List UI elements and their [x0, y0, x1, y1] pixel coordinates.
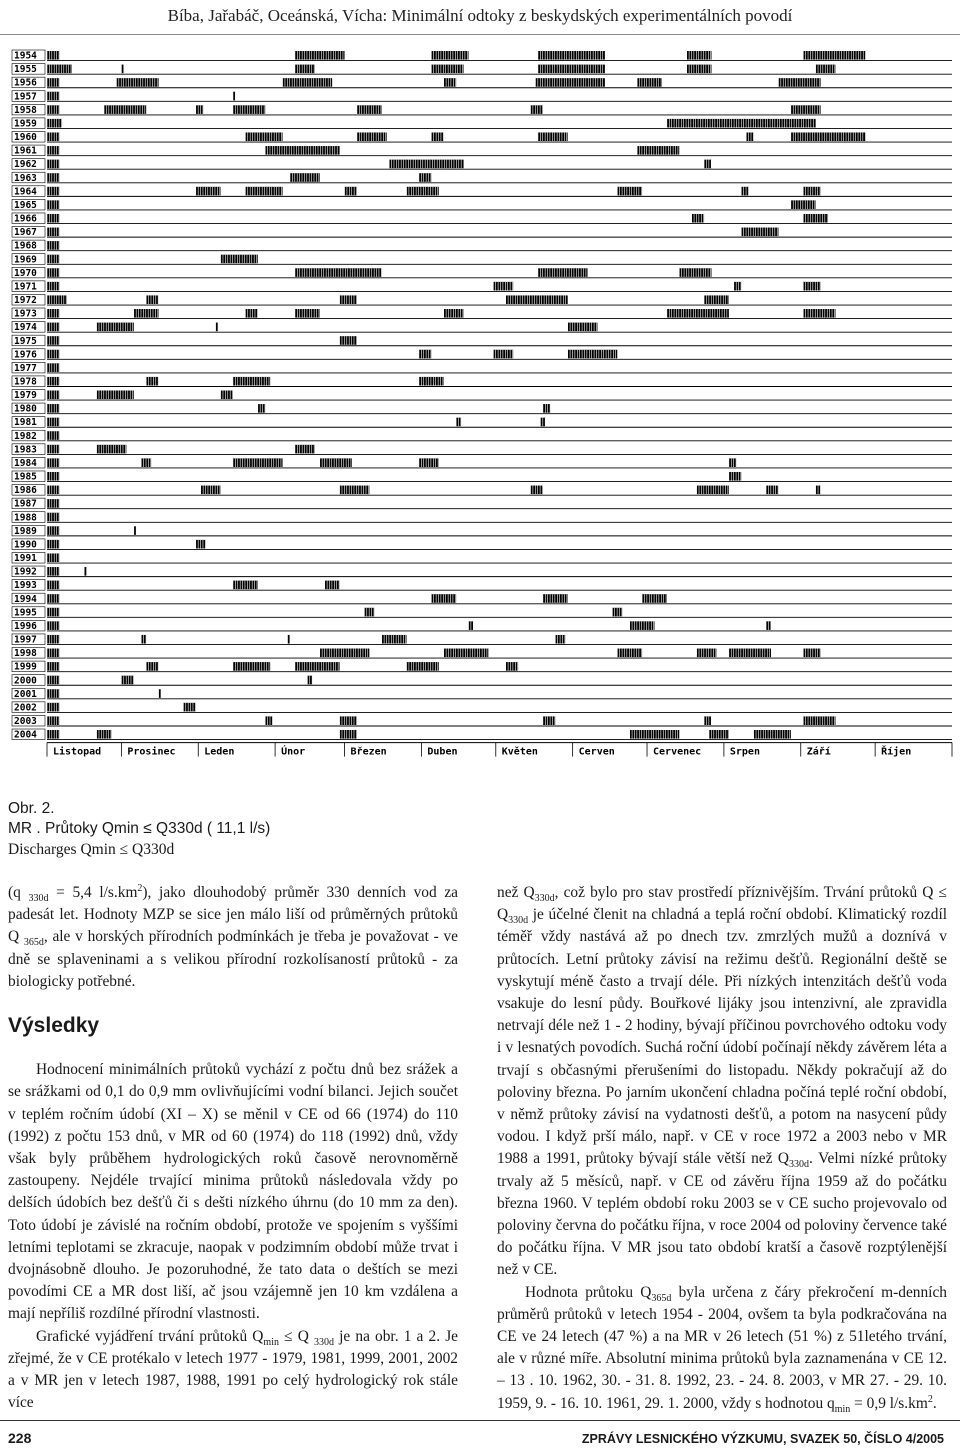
- low-flow-period: [196, 105, 203, 114]
- year-label: 1962: [14, 159, 37, 171]
- low-flow-period: [431, 594, 456, 603]
- year-label: 1978: [14, 376, 37, 388]
- low-flow-period: [221, 391, 233, 400]
- low-flow-period: [444, 649, 489, 658]
- left-paragraph-2: Hodnocení minimálních průtoků vychází z počtu dnů bez srážek a se srážkami od 0,1 do 0,9 mm ovlivňujícími vodní bilanci. Jejich součet v teplém ročním údobí (XI – X) se měnil v CE od 66 (1974) do 110 (1992) z počtu 153 dnů, v MR od 60 (1974) do 118 (1992) dnů, vždy však byly průběhem hydrologických roků časově nerovnoměrně zastoupeny. Nejdéle trvající minima průtoků následovala vždy po delších údobích bez dešťů či s dešti nízkého úhrnu (do 10 mm za den). Toto údobí je závislé na ročním období, protože ve spojením s vyššími letními teplotami se zkracuje, naopak v podzimním období může trvat i dvojnásobně dlouho. Je pozoruhodné, že tato data o deštích se mezi povodími CE a MR dost liší, ač jsou vzájemně jen 10 km vzdálena a mají nepříliš rozdílné přírodní vlastnosti.: [8, 1061, 458, 1323]
- low-flow-period: [233, 581, 258, 590]
- low-flow-period: [687, 51, 712, 60]
- low-flow-period: [729, 472, 741, 481]
- low-flow-period: [357, 132, 387, 141]
- year-label: 1980: [14, 403, 37, 415]
- low-flow-period: [568, 323, 598, 332]
- low-flow-period: [419, 377, 444, 386]
- low-flow-period: [47, 350, 59, 359]
- low-flow-period: [97, 323, 134, 332]
- year-label: 1987: [14, 498, 37, 510]
- year-label: 1973: [14, 308, 37, 320]
- low-flow-period: [506, 662, 518, 671]
- low-flow-period: [47, 214, 59, 223]
- low-flow-period: [134, 309, 159, 318]
- year-label: 1972: [14, 295, 37, 307]
- month-label: Únor: [281, 746, 306, 758]
- year-label: 1996: [14, 620, 37, 632]
- year-label: 1985: [14, 471, 37, 483]
- low-flow-period: [47, 78, 59, 87]
- year-label: 1981: [14, 417, 37, 429]
- low-flow-period: [146, 662, 158, 671]
- low-flow-period: [245, 132, 282, 141]
- year-label: 1998: [14, 648, 37, 660]
- month-label: Prosinec: [127, 746, 176, 758]
- footer-rule: [0, 1420, 960, 1421]
- month-label: Cervenec: [653, 746, 702, 758]
- year-label: 1966: [14, 213, 37, 225]
- low-flow-period: [47, 662, 59, 671]
- low-flow-period: [47, 173, 59, 182]
- low-flow-period: [734, 282, 741, 291]
- year-label: 2002: [14, 702, 37, 714]
- year-label: 1964: [14, 186, 37, 198]
- year-label: 1988: [14, 512, 37, 524]
- year-label: 1954: [14, 50, 37, 62]
- low-flow-period: [382, 635, 407, 644]
- low-flow-period: [146, 295, 158, 304]
- year-label: 1999: [14, 661, 37, 673]
- month-label: Srpen: [729, 746, 760, 758]
- year-label: 2004: [14, 729, 37, 741]
- low-flow-period: [630, 621, 655, 630]
- low-flow-period: [47, 445, 59, 454]
- low-flow-period: [47, 621, 59, 630]
- low-flow-period: [791, 105, 821, 114]
- year-label: 2000: [14, 675, 37, 687]
- low-flow-period: [47, 323, 59, 332]
- year-label: 1997: [14, 634, 37, 646]
- low-flow-period: [535, 78, 604, 87]
- low-flow-period: [791, 132, 865, 141]
- month-label: Cerven: [578, 746, 615, 758]
- low-flow-period: [47, 146, 59, 155]
- low-flow-period: [687, 65, 712, 74]
- low-flow-period: [47, 567, 59, 576]
- left-column: [8, 882, 458, 1414]
- low-flow-period: [47, 540, 59, 549]
- low-flow-period: [741, 187, 748, 196]
- low-flow-period: [704, 160, 711, 169]
- low-flow-period: [47, 377, 59, 386]
- year-label: 1974: [14, 322, 37, 334]
- low-flow-period: [47, 268, 59, 277]
- low-flow-period: [543, 404, 550, 413]
- low-flow-period: [47, 608, 59, 617]
- year-label: 1993: [14, 580, 37, 592]
- low-flow-period: [97, 391, 134, 400]
- low-flow-period: [704, 716, 711, 725]
- low-flow-period: [47, 730, 59, 739]
- low-flow-period: [146, 377, 158, 386]
- running-header: Bíba, Jařabáč, Oceánská, Vícha: Minimální odtoky z beskydských experimentálních povodí: [167, 6, 793, 25]
- year-label: 1970: [14, 267, 37, 279]
- low-flow-period: [295, 309, 320, 318]
- year-label: 1982: [14, 430, 37, 442]
- low-flow-period: [754, 730, 791, 739]
- low-flow-period: [543, 716, 555, 725]
- right-paragraph-1: než $Q_{330d}$, což bylo pro stav prostředí příznivějším. Trvání průtoků $Q \le Q_{330d}$ je účelné členit na chladná a teplá roční období. Klimatický rozdíl téměř vždy nastává až po dnech tzv. zmrzlých mužů a doznívá v průtocích. Letní průtoky závisí na režimu dešťů. Regionální deště se vyskytují méně často a trvají déle. Při nízkých intenzitách dešťů voda vsakuje do lesní půdy. Bouřkové lijáky jsou intenzivní, ale zpravidla netrvají déle než 1 - 2 hodiny, bývají příčinou povrchového odtoku vody i v lesnatých povodích. Suchá roční údobí počínají někdy závěrem léta a trvají s občasnými přerušeními do listopadu. Někdy pokračují až do poloviny března. Po jarním ukončení chladna počíná teplé roční období, v němž průtoky závisí na vydatnosti dešťů, a potom na nasycení půdy vodou. I když prší málo, např. v CE v roce 1972 a 2003 nebo v MR 1988 a 1991, průtoky bývají stále větší než $Q_{330d}$. Velmi nízké průtoky trvaly až 5 měsíců, např. v CE od závěru října 1959 až do počátku března 1960. V teplém období roku 2003 se v CE sucho projevovalo od poloviny června do počátku října, v roce 2004 od poloviny července také do počátku října. V MR jsou tato období kratší a časově rozptýlenější než v CE.: [497, 884, 947, 1279]
- low-flow-period: [431, 132, 443, 141]
- low-flow-period: [47, 703, 59, 712]
- low-flow-period: [47, 282, 59, 291]
- low-flow-period: [47, 404, 59, 413]
- figure-caption-en: Discharges Qmin ≤ Q330d: [8, 841, 175, 858]
- low-flow-period: [47, 499, 59, 508]
- year-label: 1995: [14, 607, 37, 619]
- low-flow-period: [245, 309, 257, 318]
- year-label: 1961: [14, 145, 37, 157]
- low-flow-period: [791, 200, 816, 209]
- low-flow-period: [47, 160, 59, 169]
- low-flow-period: [47, 594, 59, 603]
- year-label: 1983: [14, 444, 37, 456]
- low-flow-period: [741, 228, 778, 237]
- low-flow-period: [47, 65, 72, 74]
- month-label: Leden: [204, 746, 235, 758]
- year-label: 1989: [14, 525, 37, 537]
- low-flow-period: [47, 418, 59, 427]
- low-flow-period: [345, 187, 357, 196]
- low-flow-period: [47, 363, 59, 372]
- year-label: 1958: [14, 104, 37, 116]
- low-flow-period: [617, 187, 642, 196]
- low-flow-period: [47, 526, 59, 535]
- year-label: 1977: [14, 362, 37, 374]
- year-label: 1957: [14, 91, 37, 103]
- year-label: 1990: [14, 539, 37, 551]
- low-flow-period: [389, 160, 463, 169]
- month-label: Září: [806, 746, 831, 758]
- low-flow-period: [746, 132, 753, 141]
- month-label: Březen: [350, 746, 387, 758]
- year-label: 1979: [14, 390, 37, 402]
- low-flow-period: [47, 309, 59, 318]
- low-flow-period: [47, 391, 59, 400]
- figure-caption-cz: MR . Průtoky Qmin ≤ Q330d ( 11,1 l/s): [8, 820, 271, 837]
- low-flow-period: [692, 214, 704, 223]
- year-label: 1975: [14, 335, 37, 347]
- low-flow-period: [196, 187, 221, 196]
- year-label: 1984: [14, 457, 37, 469]
- low-flow-period: [530, 486, 542, 495]
- low-flow-period: [419, 350, 431, 359]
- low-flow-period: [543, 594, 568, 603]
- low-flow-period: [444, 78, 456, 87]
- duration-figure: [0, 40, 960, 780]
- low-flow-period: [47, 553, 59, 562]
- low-flow-period: [47, 187, 59, 196]
- right-paragraph-2: Hodnota průtoku $Q_{365d}$ byla určena z čáry překročení m-denních průměrů průtoků v letech 1954 - 2004, ovšem ta byla podkračována na CE ve 24 letech (47 %) a na MR v 26 letech (51 %) z 51letého trvání, ale v různé míře. Absolutní minima průtoků byla zaznamenána v CE 12. – 13 . 10. 1962, 30. - 31. 8. 1992, 23. - 24. 8. 2003, v MR 27. - 29. 10. 1959, 9. - 16. 10. 1961, 29. 1. 2000, vždy s hodnotou $q_{min} = 0,9$ $l/s.km^2$.: [497, 1283, 947, 1415]
- low-flow-period: [47, 200, 59, 209]
- low-flow-period: [704, 295, 729, 304]
- left-paragraph-1: (q $_{330d}$ = 5,4 $l/s.km^2$), jako dlouhodobý průměr 330 denních vod za padesát let. Hodnoty MZP se sice jen málo liší od průměrných průtoků Q $_{365d}$, ale v horských přírodních podmínkách je třeba je považovat - ve dně se splaveninami a s velikou přírodní rozkolísaností průtoků - za biologicky potřebné.: [8, 882, 458, 990]
- low-flow-period: [233, 377, 270, 386]
- low-flow-period: [340, 486, 370, 495]
- low-flow-period: [47, 132, 59, 141]
- low-flow-period: [47, 676, 59, 685]
- right-column: [497, 882, 947, 1415]
- low-flow-period: [803, 214, 828, 223]
- low-flow-period: [47, 431, 59, 440]
- low-flow-period: [47, 486, 59, 495]
- low-flow-period: [47, 241, 59, 250]
- month-label: Duben: [427, 746, 458, 758]
- year-label: 1967: [14, 227, 37, 239]
- low-flow-period: [766, 486, 778, 495]
- year-label: 1965: [14, 199, 37, 211]
- low-flow-period: [729, 458, 736, 467]
- low-flow-period: [47, 336, 59, 345]
- year-label: 1960: [14, 132, 37, 144]
- year-label: 1994: [14, 593, 37, 605]
- year-label: 2001: [14, 688, 37, 700]
- low-flow-period: [183, 703, 195, 712]
- low-flow-period: [617, 649, 642, 658]
- year-label: 1986: [14, 485, 37, 497]
- low-flow-period: [233, 662, 270, 671]
- low-flow-period: [357, 105, 382, 114]
- year-label: 1968: [14, 240, 37, 252]
- year-label: 2003: [14, 716, 37, 727]
- journal-title: ZPRÁVY LESNICKÉHO VÝZKUMU, SVAZEK 50, ČÍSLO 4/2005: [581, 1432, 944, 1446]
- low-flow-period: [245, 187, 282, 196]
- left-paragraph-3: Grafické vyjádření trvání průtoků $Q_{min} \le Q$ $_{330d}$ je na obr. 1 a 2. Je zřejmé, že v CE protékalo v letech 1977 - 1979, 1981, 1999, 2001, 2002 a v MR jen v letech 1987, 1988, 1991 po celý hydrologický rok stále více: [8, 1327, 459, 1412]
- year-label: 1991: [14, 553, 37, 565]
- low-flow-period: [295, 662, 340, 671]
- year-label: 1992: [14, 566, 37, 578]
- low-flow-period: [47, 513, 59, 522]
- low-flow-period: [419, 173, 431, 182]
- low-flow-period: [47, 581, 59, 590]
- month-label: Říjen: [881, 746, 912, 758]
- low-flow-period: [265, 146, 339, 155]
- low-flow-period: [290, 173, 320, 182]
- year-label: 1963: [14, 172, 37, 184]
- year-label: 1959: [14, 118, 37, 130]
- low-flow-period: [47, 105, 59, 114]
- low-flow-period: [47, 649, 59, 658]
- year-label: 1956: [14, 77, 37, 89]
- low-flow-period: [47, 716, 59, 725]
- year-label: 1955: [14, 64, 37, 76]
- low-flow-period: [47, 472, 59, 481]
- low-flow-period: [642, 594, 667, 603]
- low-flow-period: [121, 676, 133, 685]
- low-flow-period: [47, 51, 59, 60]
- month-label: Květen: [501, 746, 538, 758]
- header-rule: [0, 34, 960, 35]
- low-flow-period: [530, 105, 542, 114]
- page-number: 228: [8, 1430, 32, 1446]
- low-flow-period: [221, 255, 258, 264]
- section-heading-results: Výsledky: [8, 1014, 100, 1038]
- low-flow-period: [538, 132, 568, 141]
- year-label: 1969: [14, 254, 37, 266]
- figure-number: Obr. 2.: [8, 800, 55, 817]
- low-flow-period: [431, 51, 468, 60]
- low-flow-period: [265, 716, 272, 725]
- low-flow-period: [47, 635, 59, 644]
- low-flow-period: [47, 689, 59, 698]
- low-flow-period: [637, 78, 662, 87]
- low-flow-period: [47, 458, 59, 467]
- low-flow-period: [47, 92, 59, 101]
- month-label: Listopad: [53, 746, 102, 758]
- low-flow-period: [47, 255, 59, 264]
- low-flow-period: [258, 404, 265, 413]
- low-flow-period: [47, 228, 59, 237]
- low-flow-period: [97, 445, 127, 454]
- year-label: 1976: [14, 349, 37, 361]
- year-label: 1971: [14, 281, 37, 293]
